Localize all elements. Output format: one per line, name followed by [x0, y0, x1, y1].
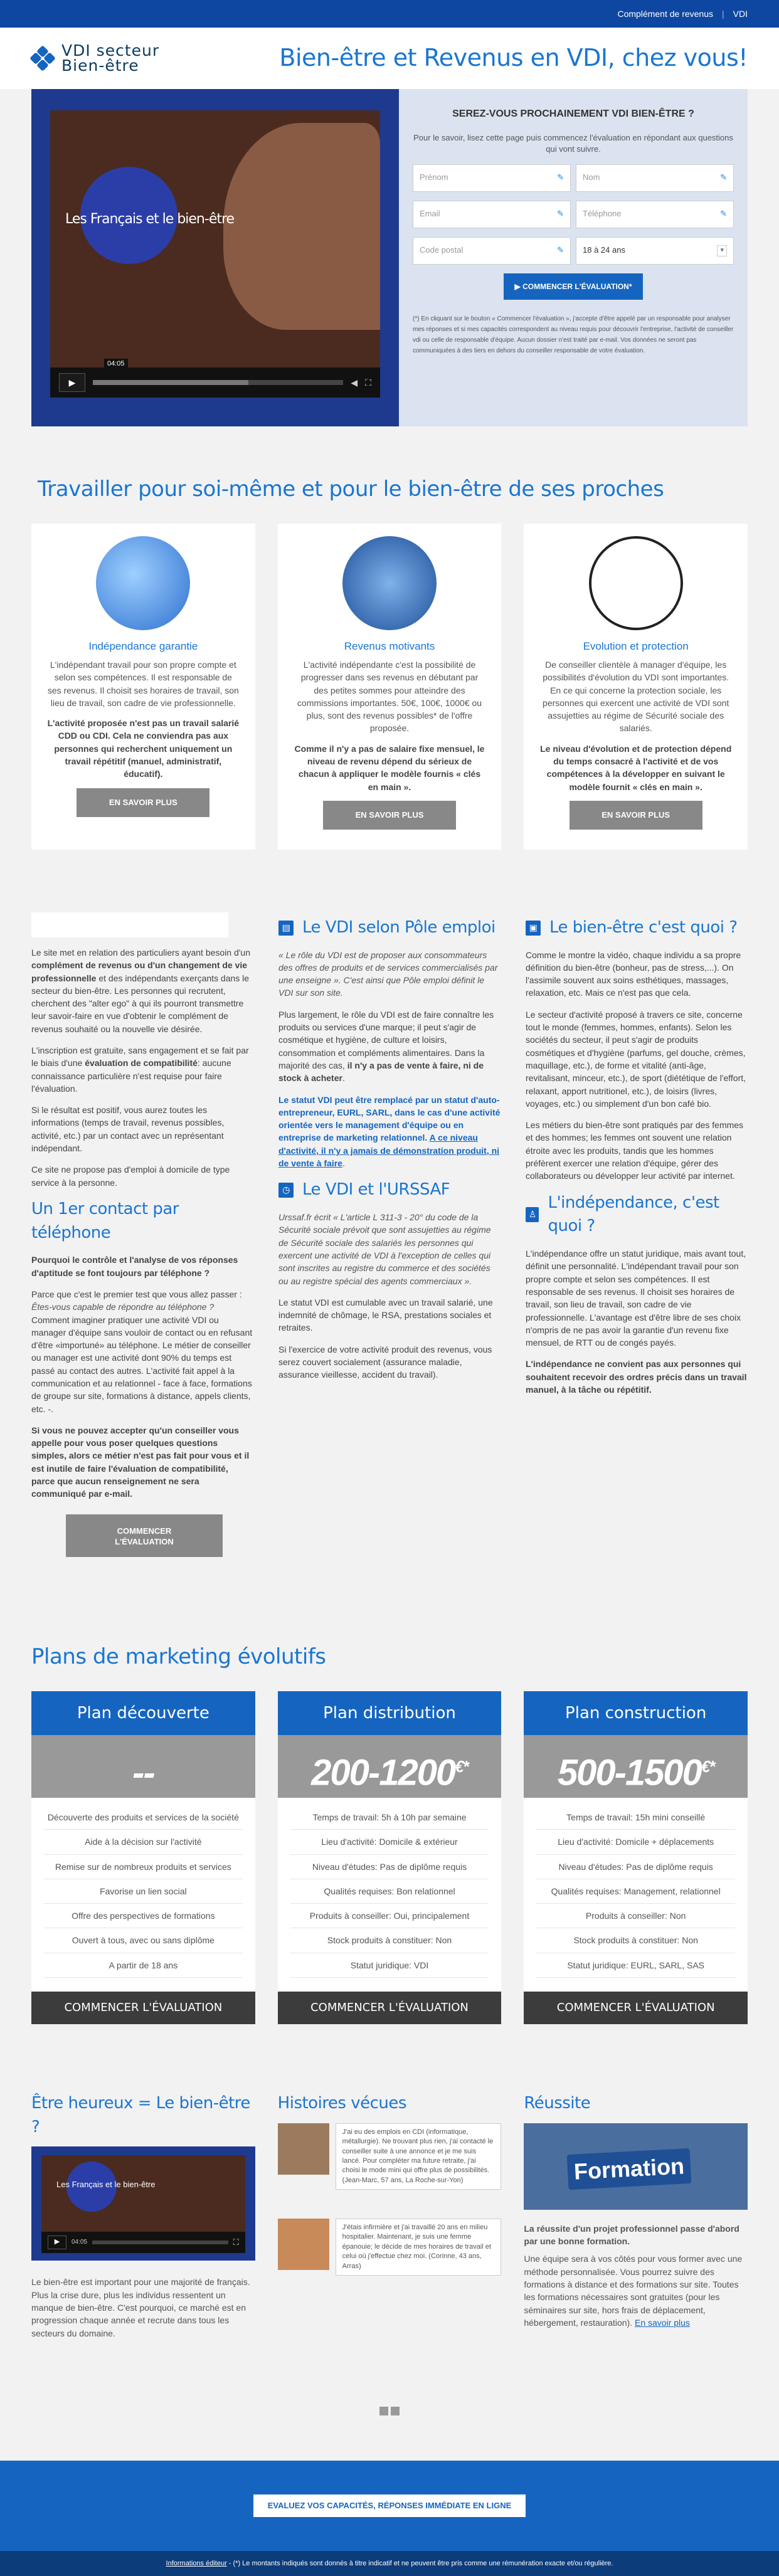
avatar — [278, 2123, 329, 2175]
form-lead: Pour le savoir, lisez cette page puis commencez l'évaluation en répondant aux questions qui vont suivre. — [413, 133, 733, 154]
code-postal-field[interactable]: Code postal ✎ — [413, 237, 571, 265]
plan-price: 500-1500€* — [524, 1735, 748, 1798]
en-savoir-plus-link[interactable]: En savoir plus — [635, 2317, 690, 2328]
pager-next-icon[interactable] — [391, 2407, 400, 2415]
pencil-icon: ✎ — [557, 209, 564, 219]
video-person-image — [223, 123, 380, 330]
info-paragraph: L'inscription est gratuite, sans engagement et se fait par le biais d'une évaluation de compatibilité: aucune connaissance particulière n'est requise pour faire l'évaluation. — [31, 1045, 249, 1094]
card-title: Indépendance garantie — [88, 640, 198, 653]
card-title: Evolution et protection — [583, 640, 689, 653]
info-paragraph: Le secteur d'activité proposé à travers ce site, concerne tout le monde (femmes, hommes, enfants). Selon les sociétés du secteur, il peut s'agir de produits cosmétiques et d'hygiène (parfums, gel douche, crèmes, maquillage, etc.), de forme et vitalité (anti-âge, revitalisant, minceur, etc.), de sport (diététique de l'effort, relaxant, apport nutritionel, etc.), de loisirs (livres, voyages, etc.) ou simplement d'un bon café bio. — [526, 1009, 746, 1109]
info-paragraph: Les métiers du bien-être sont pratiqués par des femmes et des hommes; les femmes ont souvent une relation étroite avec les produits, tandis que les hommes préfèrent exercer une relation d'équipe, gérer des collaborateurs ou développer leur activité par internet. — [526, 1120, 744, 1181]
info-paragraph: Parce que c'est le premier test que vous allez passer : Êtes-vous capable de répondre au téléphone ? Comment imaginer pratiquer une activité VDI ou manager d'équipe sans vouloir de contact ou en refusant d'être «importuné» au téléphone. Le métier de conseiller ou manager est une activité dont 90% du temps est passé au contact des autres. L'activité fait appel à la communication et au relationnel - face à face, formations de groupe sur site, formations à distance, appels clients, etc. -. — [31, 1289, 253, 1414]
video-progress[interactable] — [93, 380, 343, 385]
plan-feature: Temps de travail: 15h mini conseillé — [536, 1805, 735, 1830]
bottom-heading: Histoires vécues — [277, 2094, 406, 2113]
bottom-col-1 — [31, 2092, 255, 2419]
pole-emploi-heading: ▤ Le VDI selon Pôle emploi — [278, 916, 501, 940]
phone-contact-heading: Un 1er contact par téléphone — [31, 1199, 179, 1242]
card-revenus — [278, 524, 502, 850]
info-quote: Urssaf.fr écrit « L'article L 311-3 - 20° du code de la Sécurité sociale prévoit que sont assujetties au régime de Sécurité sociale des salariés les personnes qui exercent une activité de VDI à l'exception de celles qui sont inscrites au registre du commerce et des sociétés ou au registre spécial des agents commerciaux ». — [278, 1212, 491, 1286]
info-paragraph: Si le résultat est positif, vous aurez toutes les informations (temps de travail, revenus possibles, activité, etc.) par un contact avec un représentant indépendant. — [31, 1105, 225, 1154]
plan-feature: Temps de travail: 5h à 10h par semaine — [290, 1805, 489, 1830]
bottom-text: Une équipe sera à vos côtés pour vous former avec une méthode personnalisée. Vous pourrez suivre des formations à distance et des formations sur site. Toutes les formations nécessaires sont gratuites (pour les séminaires sur site, hors frais de déplacement, hébergement, restauration). En savoir plus — [524, 2254, 743, 2328]
info-paragraph: Si vous ne pouvez accepter qu'un conseiller vous appelle pour vous poser quelques questions simples, alors ce métier n'est pas fait pour vous et il est inutile de faire l'évaluation de compatibilité, parce que aucun renseignement ne sera communiqué par e-mail. — [31, 1425, 250, 1499]
topbar-separator: | — [722, 8, 724, 19]
user-icon: ♙ — [526, 1207, 539, 1222]
plan-price: -- — [31, 1735, 255, 1798]
bien-etre-heading: ▣ Le bien-être c'est quoi ? — [526, 916, 748, 940]
logo-line1: VDI secteur — [61, 41, 160, 60]
pencil-icon: ✎ — [557, 172, 564, 182]
plan-feature: Qualités requises: Bon relationnel — [290, 1879, 489, 1904]
informations-editeur-link[interactable]: Informations éditeur — [166, 2560, 227, 2568]
info-paragraph: Si l'exercice de votre activité produit des revenus, vous serez couvert socialement (assurance maladie, assurance vieillesse, accident du travail). — [278, 1344, 492, 1380]
video-overlay-text: Les Français et le bien-être — [56, 2180, 156, 2190]
card-bold-text: Comme il n'y a pas de salaire fixe mensuel, le niveau de revenu dépend du sérieux de chacun à appliquer le modèle fournis « clés en main ». — [294, 743, 485, 792]
pencil-icon: ✎ — [720, 209, 727, 219]
plan-feature: Découverte des produits et services de la société — [44, 1805, 243, 1830]
plan-feature: Ouvert à tous, avec ou sans diplôme — [44, 1928, 243, 1953]
evaluate-button[interactable]: EVALUEZ VOS CAPACITÉS, RÉPONSES IMMÉDIATE EN LIGNE — [253, 2494, 526, 2517]
video-overlay-text: Les Français et le bien-être — [65, 211, 235, 227]
card-text: L'activité indépendante c'est la possibilité de progresser dans ses revenus en débutant par des petites sommes pour atteindre des commissions importantes. 50€, 100€, 1000€ ou plus, sont des revenus possibles* de l'offre proposée. — [297, 659, 482, 734]
info-paragraph: Comme le montre la vidéo, chaque individu a sa propre définition du bien-être (bonheur, pas de stress,...). On l'assimile souvent aux soins esthétiques, massages, relaxation, etc. Mais ce n'est pas que cela. — [526, 949, 741, 998]
testimonial-text: J'étais infirmière et j'ai travaillé 20 ans en milieu hospitalier. Maintenant, je suis une femme épanouie; le décide de mes horaires de travail et celui où j'effectue chez moi. (Corinne, 43 ans, Arras) — [336, 2219, 502, 2276]
plan-decouverte — [31, 1691, 255, 2024]
header — [0, 28, 779, 89]
nom-field[interactable]: Nom ✎ — [576, 164, 734, 192]
small-video-player[interactable] — [31, 2146, 255, 2261]
section-title: Travailler pour soi-même et pour le bien-être de ses proches — [38, 477, 664, 502]
video-player[interactable] — [50, 110, 380, 398]
testimonial — [278, 2123, 502, 2190]
urssaf-heading: ◷ Le VDI et l'URSSAF — [278, 1178, 501, 1202]
avatar — [278, 2219, 329, 2270]
info-paragraph: Le statut VDI est cumulable avec un travail salarié, une indemnité de chômage, le RSA, prestations sociales et retraites. — [278, 1297, 493, 1333]
plan-feature: Niveau d'études: Pas de diplôme requis — [290, 1855, 489, 1879]
testimonial — [278, 2219, 502, 2276]
formation-image: Formation — [524, 2123, 748, 2210]
info-paragraph: Le site met en relation des particuliers ayant besoin d'un complément de revenus ou d'un changement de vie professionnelle et des indépendants exerçants dans le secteur du bien-être. Les personnes qui recrutent, cherchent des "alter ego" à qui ils pourront transmettre leur savoir-faire en vue d'obtenir le complément de revenus souhaité ou la nouvelle vie désirée. — [31, 947, 250, 1034]
footer — [0, 2551, 779, 2576]
family-icon — [589, 536, 683, 630]
video-time: 04:05 — [104, 359, 128, 370]
play-button[interactable]: ▶ — [48, 2236, 66, 2249]
start-evaluation-button[interactable]: ▶ COMMENCER L'ÉVALUATION* — [504, 273, 643, 300]
plan-feature: Statut juridique: EURL, SARL, SAS — [536, 1953, 735, 1978]
logo-icon — [31, 47, 54, 70]
pencil-icon: ✎ — [557, 245, 564, 255]
plan-cta-button[interactable]: COMMENCER L'ÉVALUATION — [31, 1992, 255, 2024]
evaluation-form — [399, 89, 748, 426]
info-paragraph: Le statut VDI peut être remplacé par un statut d'auto-entrepreneur, EURL, SARL, dans le cas d'une activité orientée vers le management d'équipe ou en entreprise de marketing relationnel. A ce niveau d'activité, il n'y a jamais de démonstration produit, ni de vente à faire. — [278, 1094, 501, 1169]
white-banner — [31, 912, 228, 937]
plan-name: Plan distribution — [278, 1691, 502, 1735]
form-disclaimer: (*) En cliquant sur le bouton « Commencer l'évaluation », j'accepte d'être appelé par un responsable pour analyser mes réponses et si mes capacités correspondent au niveau requis pour découvrir l'entreprise, l'activité de conseiller vdi ou celle de responsable d'équipe. Aucun dossier n'est traité par e-mail. Vos données ne seront pas communiquées à des tiers en dehors du conseiller responsable de votre évaluation. — [413, 315, 734, 354]
volume-icon[interactable]: ◀ — [351, 377, 358, 388]
hero — [31, 89, 748, 426]
logo[interactable] — [31, 43, 159, 73]
card-text: De conseiller clientèle à manager d'équipe, les possibilités d'évolution du VDI sont importantes. En ce qui concerne la protection sociale, les personnes qui exercent une activité de VDI sont assujetties au régime de Sécurité sociale des salariés. — [543, 659, 729, 734]
chevron-down-icon: ▾ — [717, 245, 727, 256]
info-col-1 — [31, 912, 253, 1557]
plan-feature: Offre des perspectives de formations — [44, 1904, 243, 1928]
card-evolution — [524, 524, 748, 850]
info-quote: « Le rôle du VDI est de proposer aux consommateurs des offres de produits et de services commercialisés par une enseigne ». C'est ainsi que Pôle emploi définit le VDI sur son site. — [278, 949, 498, 998]
plan-cta-button[interactable]: COMMENCER L'ÉVALUATION — [278, 1992, 502, 2024]
plan-feature: Favorise un lien social — [44, 1879, 243, 1904]
plan-construction — [524, 1691, 748, 2024]
logo-line2: Bien-être — [61, 56, 139, 75]
plan-feature: Stock produits à constituer: Non — [290, 1928, 489, 1953]
telephone-field[interactable]: Téléphone ✎ — [576, 201, 734, 228]
plan-feature: A partir de 18 ans — [44, 1953, 243, 1978]
page-title: Bien-être et Revenus en VDI, chez vous! — [279, 44, 748, 72]
info-paragraph: Pourquoi le contrôle et l'analyse de vos réponses d'aptitude se font toujours par téléphone ? — [31, 1255, 238, 1278]
fullscreen-icon[interactable]: ⛶ — [365, 377, 371, 388]
plan-cta-button[interactable]: COMMENCER L'ÉVALUATION — [524, 1992, 748, 2024]
bottom-col-2 — [278, 2092, 502, 2419]
video-controls — [50, 360, 380, 398]
bottom-heading: Être heureux = Le bien-être ? — [31, 2094, 250, 2136]
plan-feature: Lieu d'activité: Domicile + déplacements — [536, 1830, 735, 1854]
en-savoir-plus-button[interactable]: EN SAVOIR PLUS — [570, 801, 702, 830]
bottom-text: Le bien-être est important pour une majorité de français. Plus la crise dure, plus les individus ressentent un manque de bien-être. C'est pourquoi, ce marché est en progression chaque année et recrute dans tous les secteurs du domaine. — [31, 2277, 250, 2338]
plan-feature: Niveau d'études: Pas de diplôme requis — [536, 1855, 735, 1879]
bottom-col-3 — [524, 2092, 748, 2419]
vdi-link[interactable]: VDI — [733, 8, 748, 19]
bottom-text: La réussite d'un projet professionnel passe d'abord par une bonne formation. — [524, 2223, 739, 2247]
info-col-2 — [278, 912, 501, 1557]
commencer-evaluation-button[interactable]: COMMENCER L'ÉVALUATION — [66, 1514, 223, 1557]
clock-icon: ◷ — [278, 1183, 294, 1198]
video-progress[interactable] — [92, 2241, 228, 2244]
prenom-field[interactable]: Prénom ✎ — [413, 164, 571, 192]
plans-title: Plans de marketing évolutifs — [31, 1644, 326, 1669]
pager-prev-icon[interactable] — [379, 2407, 388, 2415]
email-field[interactable]: Email ✎ — [413, 201, 571, 228]
en-savoir-plus-button[interactable]: EN SAVOIR PLUS — [77, 788, 209, 817]
en-savoir-plus-button[interactable]: EN SAVOIR PLUS — [323, 801, 456, 830]
feature-cards — [31, 524, 748, 850]
info-col-3 — [526, 912, 748, 1557]
play-button[interactable]: ▶ — [59, 373, 85, 392]
airplane-image — [96, 536, 190, 630]
plan-feature: Produits à conseiller: Oui, principalement — [290, 1904, 489, 1928]
independance-heading: ♙ L'indépendance, c'est quoi ? — [526, 1191, 748, 1238]
plan-price: 200-1200€* — [278, 1735, 502, 1798]
footer-legal-text: - (*) Le montants indiqués sont donnés à titre indicatif et ne peuvent être pris comme une rémunération exacte et/ou régulière. — [226, 2560, 613, 2568]
form-title: SEREZ-VOUS PROCHAINEMENT VDI BIEN-ÊTRE ? — [452, 108, 694, 119]
book-icon: ▤ — [278, 921, 294, 936]
info-paragraph: Ce site ne propose pas d'emploi à domicile de type service à la personne. — [31, 1164, 230, 1188]
testimonial-text: J'ai eu des emplois en CDI (informatique, métallurgie). Ne trouvant plus rien, j'ai contacté le conseiller suite à une annonce et je me suis lancé. Pour compléter ma future retraite, j'ai choisi le mode mini qui offre plus de possibilités. (Jean-Marc, 57 ans, La Roche-sur-Yon) — [336, 2123, 502, 2190]
video-time: 04:05 — [72, 2239, 88, 2246]
card-independance — [31, 524, 255, 850]
complement-revenus-link[interactable]: Complément de revenus — [617, 8, 714, 19]
plan-feature: Stock produits à constituer: Non — [536, 1928, 735, 1953]
plan-feature: Remise sur de nombreux produits et services — [44, 1855, 243, 1879]
card-bold-text: Le niveau d'évolution et de protection dépend du temps consacré à l'activité et de vos compétences à la développer en suivant le modèle fournit « clés en main ». — [540, 743, 732, 792]
info-paragraph: L'indépendance ne convient pas aux personnes qui souhaitent recevoir des ordres précis dans un travail manuel, à la tâche ou répétitif. — [526, 1359, 747, 1395]
plans — [31, 1691, 748, 2024]
chat-icon: ▣ — [526, 921, 541, 936]
plan-feature: Lieu d'activité: Domicile & extérieur — [290, 1830, 489, 1854]
plan-feature: Statut juridique: VDI — [290, 1953, 489, 1978]
plan-name: Plan construction — [524, 1691, 748, 1735]
info-paragraph: L'indépendance offre un statut juridique, mais avant tout, définit une personnalité. L'indépendant travail pour son propre compte et selon ses compétences. Il est responsable de ses revenus. Il choisit ses horaires de travail, son lieu de travail, son cadre de vie professionnelle. L'avantage est d'être libre de ses choix n'ompris de ne pas avoir la garantie d'un revenu fixe mensuel, de RTT ou de congés payés. — [526, 1248, 746, 1348]
top-bar — [0, 0, 779, 28]
plan-feature: Aide à la décision sur l'activité — [44, 1830, 243, 1854]
bottom-section — [31, 2092, 748, 2419]
plan-distribution — [278, 1691, 502, 2024]
plan-feature: Qualités requises: Management, relationnel — [536, 1879, 735, 1904]
hero-video-panel — [31, 89, 399, 426]
calculator-image — [342, 536, 437, 630]
plan-name: Plan découverte — [31, 1691, 255, 1735]
card-text: L'indépendant travail pour son propre compte et selon ses compétences. Il est responsable de ses revenus. Il choisit ses horaires de travail, son lieu de travail, son cadre de vie professionnelle. — [47, 659, 239, 708]
card-bold-text: L'activité proposée n'est pas un travail salarié CDD ou CDI. Cela ne conviendra pas aux personnes qui recherchent uniquement un travail répétitif (manuel, administratif, éducatif). — [47, 718, 240, 779]
plan-feature: Produits à conseiller: Non — [536, 1904, 735, 1928]
fullscreen-icon[interactable]: ⛶ — [233, 2237, 239, 2247]
pencil-icon: ✎ — [720, 172, 727, 182]
info-paragraph: Plus largement, le rôle du VDI est de faire connaître les produits ou services d'une marque; il peut s'agir de cosmétique et hygiène, de culture et loisirs, consommation et compléments alimentaires. Dans la majorité des cas, il n'y a pas de vente à faire, ni de stock à acheter. — [278, 1009, 494, 1084]
info-section — [31, 912, 748, 1557]
card-title: Revenus motivants — [344, 640, 435, 653]
footer-cta-band — [0, 2461, 779, 2551]
age-select[interactable]: 18 à 24 ans ▾ — [576, 237, 734, 265]
bottom-heading: Réussite — [524, 2094, 591, 2113]
